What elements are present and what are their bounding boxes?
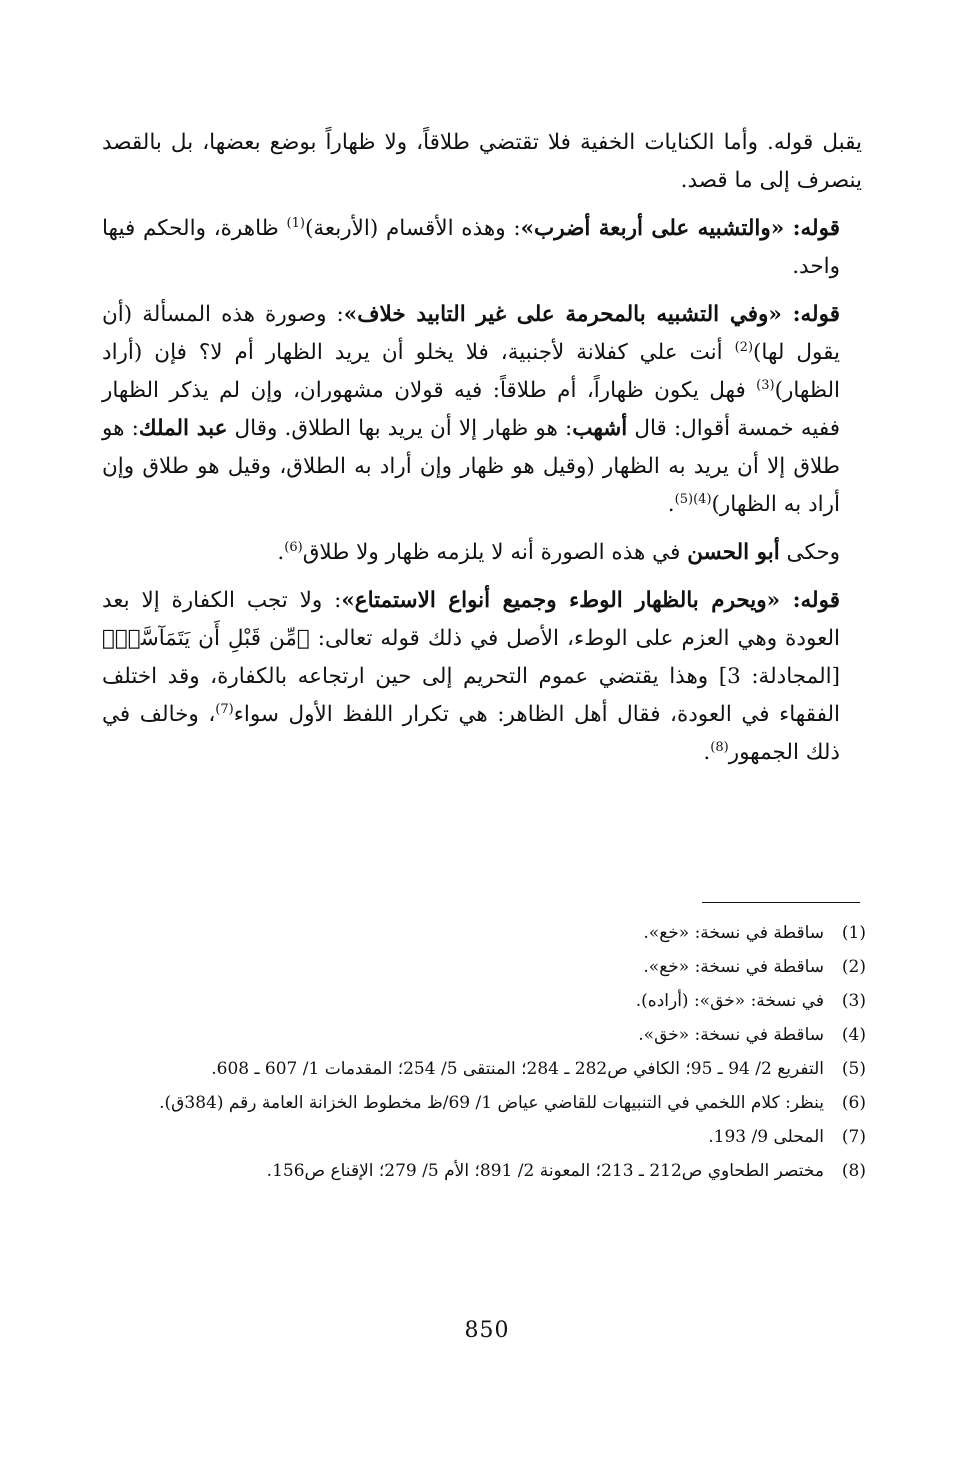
footnote-separator (702, 902, 860, 903)
footnote-number: (6) (841, 1093, 866, 1113)
footnote-item (102, 1054, 866, 1085)
paragraph-3-text-f: . (667, 492, 675, 517)
main-text (102, 124, 862, 782)
footnotes-list (102, 918, 866, 1190)
paragraph-5-heading: قوله: «ويحرم بالظهار الوطء وجميع أنواع الاستمتاع» (341, 588, 840, 613)
paragraph-3-text-c: فهل يكون ظهاراً، أم طلاقاً: فيه قولان مشهوران، وإن لم يذكر الظهار ففيه خمسة أقوال: قال (102, 378, 841, 441)
paragraph-2 (102, 210, 862, 286)
footnote-text: التفريع 2/ 94 ـ 95؛ الكافي ص282 ـ 284؛ المنتقى 5/ 254؛ المقدمات 1/ 607 ـ 608. (211, 1059, 824, 1079)
paragraph-5-text-c: . (703, 740, 711, 765)
paragraph-4 (102, 534, 862, 572)
footnote-number: (4) (841, 1025, 866, 1045)
paragraph-5-text-a: : ولا تجب الكفارة إلا بعد العودة وهي العزم على الوطء، الأصل في ذلك قوله تعالى: ﴿مِّن قَبْلِ أَن يَتَمَآسَّاۚ﴾ [المجادلة: 3] وهذا يقتضي عموم التحريم إلى حين ارتجاعه بالكفارة، وقد اختلف الفقهاء في العودة، فقال أهل الظاهر: هي تكرار اللفظ الأول سواء (102, 588, 840, 727)
footnote-number: (3) (841, 991, 866, 1011)
paragraph-2-text-b: ظاهرة، والحكم فيها واحد. (102, 216, 840, 279)
paragraph-3-heading: قوله: «وفي التشبيه بالمحرمة على غير التابيد خلاف» (343, 302, 840, 327)
paragraph-2-text-a: : وهذه الأقسام (الأربعة) (304, 216, 521, 241)
paragraph-1 (102, 124, 862, 200)
footnote-item (102, 918, 866, 949)
footnote-ref-2[interactable]: (2) (734, 339, 754, 355)
paragraph-3-text-e: : هو طلاق إلا أن يريد به الظهار (وقيل هو ظهار وإن أراد به الطلاق، وقيل هو طلاق وإن أراد به الظهار) (102, 416, 840, 517)
paragraph-5-text-b: ، وخالف في ذلك الجمهور (102, 702, 840, 765)
footnote-item (102, 1156, 866, 1187)
paragraph-3-text-d: : هو ظهار إلا أن يريد بها الطلاق. وقال (227, 416, 573, 441)
footnote-item (102, 952, 866, 983)
footnote-number: (8) (841, 1161, 866, 1181)
footnote-item (102, 1020, 866, 1051)
footnote-ref-3[interactable]: (3) (756, 377, 775, 393)
paragraph-3-text-b: أنت علي كفلانة لأجنبية، فلا يخلو أن يريد الظهار أم لا؟ فإن (أراد الظهار) (102, 340, 840, 403)
footnote-number: (2) (841, 957, 866, 977)
footnote-item (102, 1088, 866, 1119)
paragraph-4-text-b: في هذه الصورة أنه لا يلزمه ظهار ولا طلاق (302, 540, 688, 565)
footnote-text: ساقطة في نسخة: «خق». (638, 1025, 824, 1045)
footnote-ref-8[interactable]: (8) (710, 739, 729, 755)
paragraph-3-text-a: : وصورة هذه المسألة (أن يقول لها) (102, 302, 841, 365)
footnote-ref-6[interactable]: (6) (284, 539, 303, 555)
footnote-text: في نسخة: «خق»: (أراده). (635, 991, 824, 1011)
scholar-name-abu-al-hasan: أبو الحسن (687, 540, 780, 565)
scholar-name-ashhab: أشهب (572, 416, 628, 441)
footnote-number: (7) (841, 1127, 866, 1147)
footnote-number: (5) (841, 1059, 866, 1079)
footnote-text: ينظر: كلام اللخمي في التنبيهات للقاضي عياض 1/ 69/ظ مخطوط الخزانة العامة رقم (384ق). (159, 1093, 824, 1113)
paragraph-4-text-c: . (277, 540, 285, 565)
paragraph-1-text: يقبل قوله. وأما الكنايات الخفية فلا تقتضي طلاقاً، ولا ظهاراً بوضع بعضها، بل بالقصد ينصرف إلى ما قصد. (102, 130, 862, 193)
footnote-text: المحلى 9/ 193. (708, 1127, 824, 1147)
footnote-item (102, 986, 866, 1017)
footnote-ref-1[interactable]: (1) (286, 215, 305, 231)
footnote-text: ساقطة في نسخة: «خع». (643, 957, 824, 977)
footnote-text: ساقطة في نسخة: «خع». (643, 923, 824, 943)
footnote-number: (1) (841, 923, 866, 943)
footnote-item (102, 1122, 866, 1153)
footnote-ref-4-5[interactable]: (4)(5) (674, 491, 712, 507)
paragraph-5 (102, 582, 862, 772)
scholar-name-abd-al-malik: عبد الملك (138, 416, 228, 441)
footnote-ref-7[interactable]: (7) (215, 701, 234, 717)
paragraph-2-heading: قوله: «والتشبيه على أربعة أضرب» (520, 216, 840, 241)
paragraph-4-text-a: وحكى (779, 540, 840, 565)
paragraph-3 (102, 296, 862, 524)
footnote-text: مختصر الطحاوي ص212 ـ 213؛ المعونة 2/ 891؛ الأم 5/ 279؛ الإقناع ص156. (266, 1161, 824, 1181)
page-number: 850 (464, 1318, 510, 1343)
